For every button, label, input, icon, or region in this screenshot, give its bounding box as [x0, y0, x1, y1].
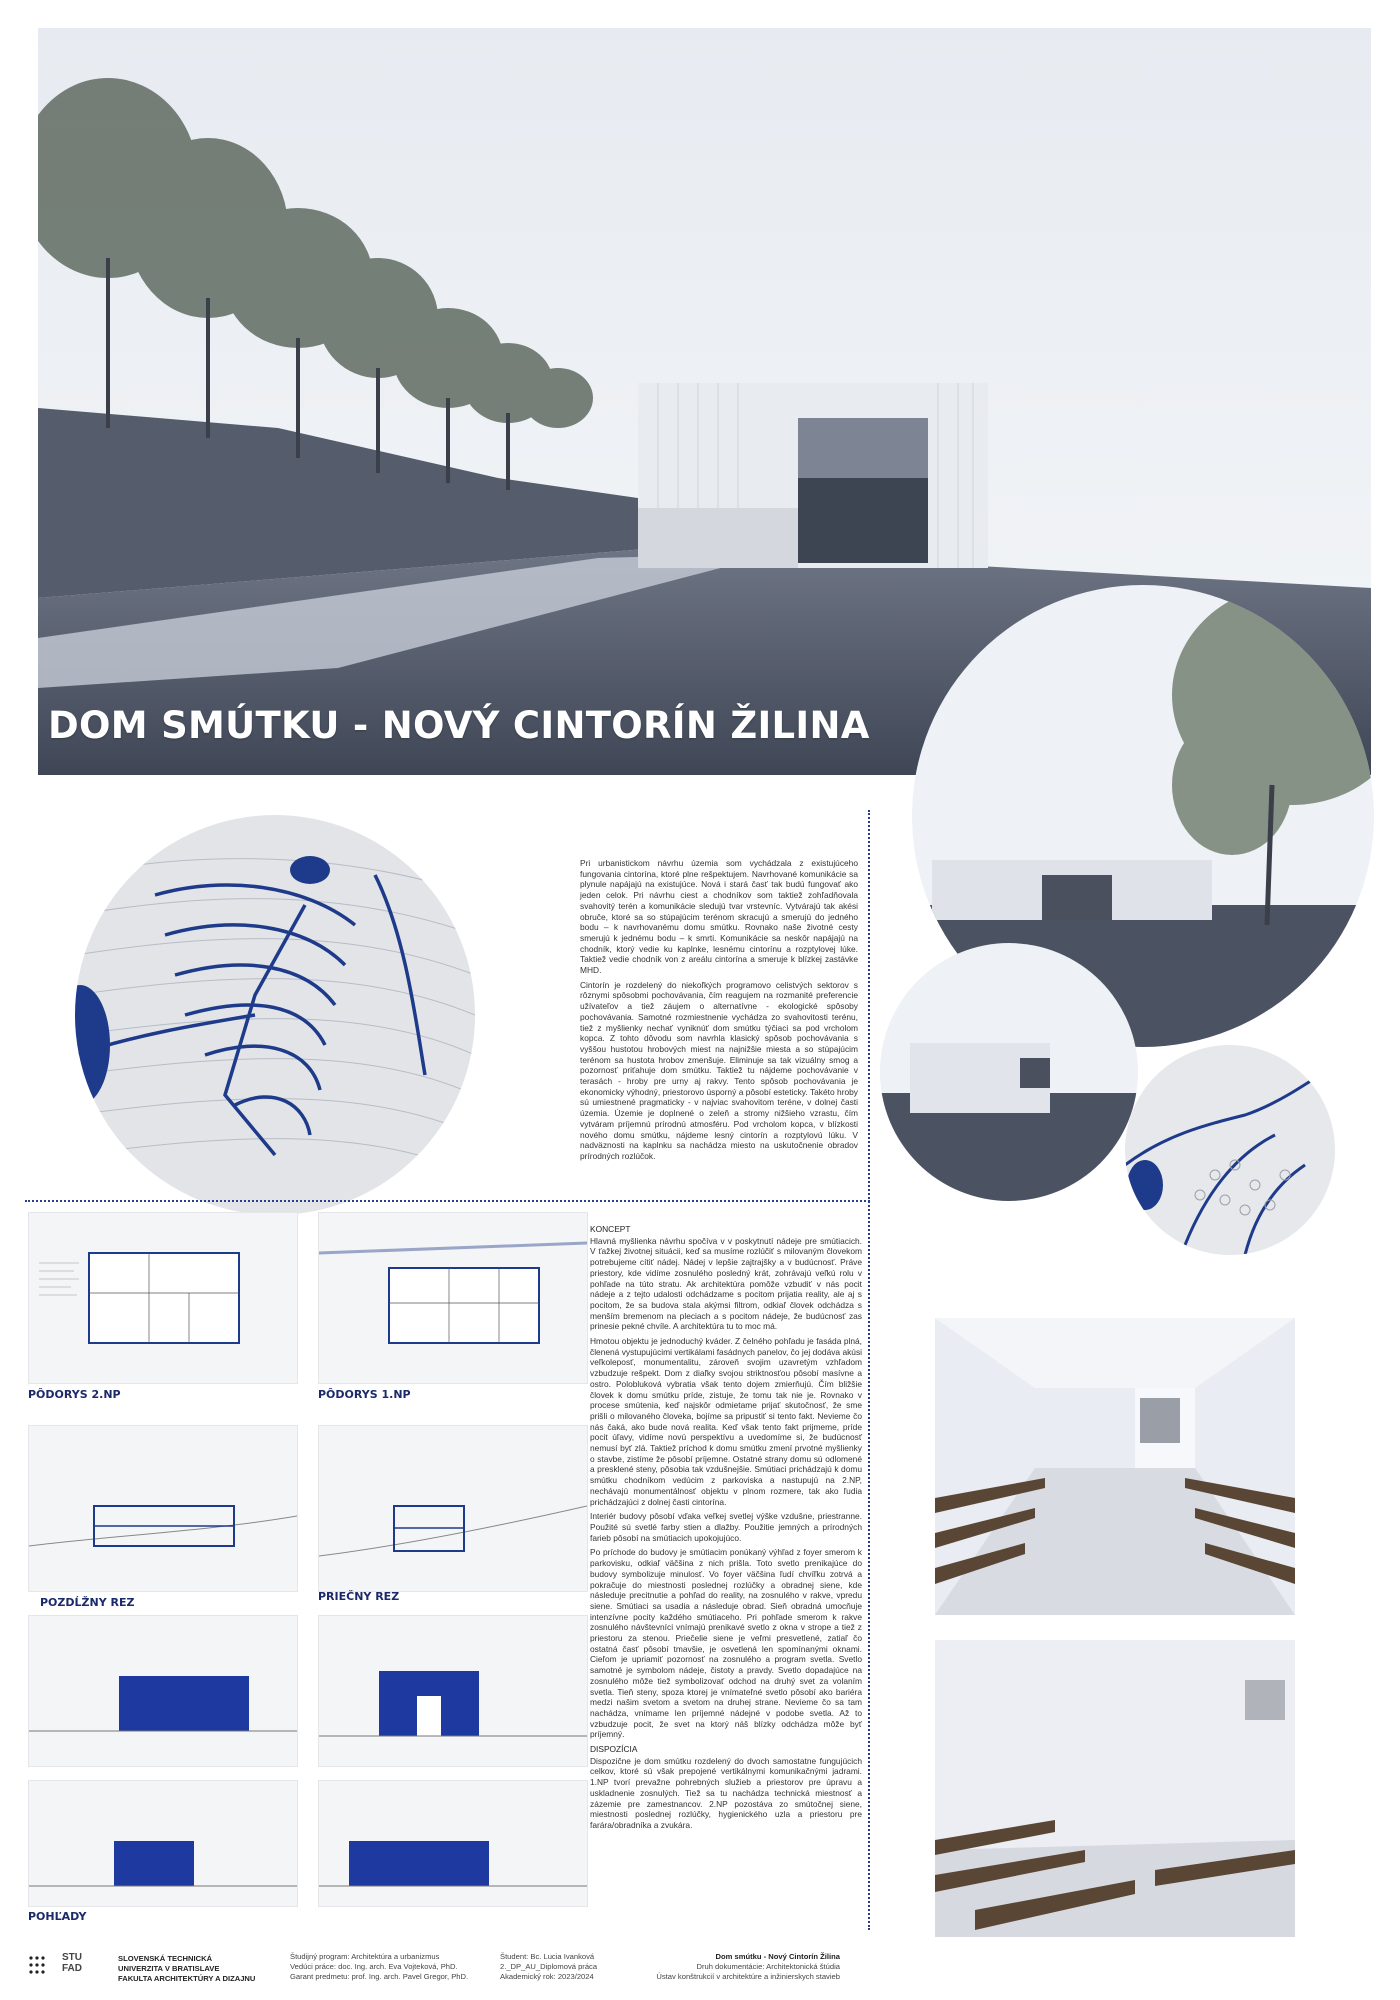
site-detail-circle: [1125, 1045, 1335, 1255]
interior-render-2-image: [935, 1640, 1295, 1937]
long-section-label: POZDĹŽNY REZ: [40, 1596, 135, 1609]
elevation-2: [318, 1615, 588, 1767]
student-info: [500, 1952, 597, 1982]
disposition-heading: DISPOZÍCIA: [590, 1744, 638, 1755]
master-plan-image: [75, 815, 475, 1215]
school-line-1: SLOVENSKÁ TECHNICKÁ: [118, 1954, 213, 1963]
floor-plan-1np-label: PÔDORYS 1.NP: [318, 1388, 411, 1401]
elevation-4: [318, 1780, 588, 1907]
concept-paragraph-3: Interiér budovy pôsobí vďaka veľkej svetlej výške vzdušne, priestranne. Použité sú svetlé farby stien a dlažby. Použitie jemných a prírodných farieb pôsobí na smútiacich upokojujúco.: [590, 1511, 862, 1543]
project-info: [650, 1952, 840, 1982]
concept-heading: KONCEPT: [590, 1224, 631, 1234]
horizontal-separator: [25, 1200, 870, 1202]
concept-paragraph-4: Po príchode do budovy je smútiacim ponúkaný výhľad z foyer smerom k parkovisku, odkiaľ väčšina z nich prišla. Toto svetlo prenikajúce do budovy symbolizuje minulosť. Vo foyer väčšina ľudí chvíľku zotrvá a pokračuje do miestnosti poslednej rozlúčky a obradnej siene, kde následuje precitnutie a pohľad do reality, na zosnulého v rakve, vpredu siene. Smútiaci sa usadia a následuje obrad. Sieň obradná umocňuje intenzívne pocity každého smútiaceho. Pri pohľade smerom k rakve zosnulého návštevníci vnímajú prenikavé svetlo z okna v strope a tiež z priestoru za stenou. Priečelie siene je veľmi presvetlené, zatiaľ čo ostatná časť pôsobí tmavšie, je osvetlená len spomínanými oknami. Cieľom je upriamiť pozornosť na zosnulého a program svetla. Svetlo samotné je symbolom nádeje, čistoty a pravdy. Svetlo dopadajúce na zosnulého môže tiež symbolizovať odchod na druhý svet za volaním svetla. Tieň steny, spoza ktorej je vnímateľné svetlo pôsobí ako bariéra medzi našim svetom a svetom na druhej strane. Nevieme čo sa tam nachádza, vnímame len príjemné nádejné v podobe svetla. Až to vzbudzuje pocit, že svet na ktorý náš blízky odchádza môže byť príjemný.: [590, 1547, 862, 1740]
interior-render-2: [935, 1640, 1295, 1937]
elevation-3-drawing: [29, 1781, 297, 1906]
student-line-3: Akademický rok: 2023/2024: [500, 1972, 594, 1981]
long-section: [28, 1425, 298, 1592]
logo-bottom: FAD: [62, 1963, 82, 1974]
concept-paragraph-2: Hmotou objektu je jednoduchý kváder. Z čelného pohľadu je fasáda plná, členená vystupujúcimi vertikálami fasádnych panelov, čo jej dodáva akúsi veľkoleposť, monumentalitu, zároveň svojim uzavretým vzhľadom vzbudzuje rešpekt. Dom z diaľky svojou striktnosťou pôsobí masívne a ostro. Polobluková vybratia však tento dojem zmierňujú. Čím bližšie človek k domu smútku príde, zistuje, že tomu tak nie je. Rovnako v procese smútenia, keď najskôr odmietame prijať skutočnosť, že sme prišli o milovaného človeka, bojíme sa pripustiť si tento fakt. Nevieme čo nás čaká, ako bude nová realita. Keď však tento fakt prijmeme, príde pocit úľavy, vidíme novú perspektívu a uvedomíme si, že budúcnosť nemusí byť zlá. Taktiež príchod k domu smútku zmení prvotné myšlienky o stavbe, zistíme že pôsobí príjemne. Ostatné strany domu sú odlomené a presklené steny, pôsobia tak vzdušnejšie. Smútiaci prichádzajú k domu smútku chodníkom vedúcim z parkoviska a nastupujú na 2.NP, nechávajú monumentálnosť objektu v plnom rozmere, tak ako ľudia prichádzajúci z dolnej časti cintorína.: [590, 1336, 862, 1507]
elevation-4-drawing: [319, 1781, 587, 1906]
vertical-separator: [868, 810, 870, 1930]
exterior-render-small-image: [880, 943, 1138, 1201]
concept-text: [590, 1222, 862, 1835]
student-line-2: 2._DP_AU_Diplomová práca: [500, 1962, 598, 1971]
long-section-drawing: [29, 1426, 297, 1591]
elevation-1: [28, 1615, 298, 1767]
floor-plan-2np: [28, 1212, 298, 1384]
page-title: DOM SMÚTKU - NOVÝ CINTORÍN ŽILINA: [48, 704, 870, 747]
stu-logo-icon: [28, 1955, 54, 1977]
disposition-paragraph: Dispozične je dom smútku rozdelený do dvoch samostatne fungujúcich celkov, ktoré sú však prepojené vertikálnymi komunikačnými jadrami. 1.NP tvorí prevažne pohrebných služieb a priestorov pre úpravu a uskladnenie zosnulých. Tiež sa tu nachádza technická miestnosť a zázemie pre zamestnancov. 2.NP pozostáva zo smútočnej siene, miestnosti poslednej rozlúčky, hygienického uzla a priestoru pre farára/obradníka a zvukára.: [590, 1755, 862, 1830]
cross-section-drawing: [319, 1426, 587, 1591]
program-line-1: Študijný program: Architektúra a urbanizmus: [290, 1952, 440, 1961]
elevation-2-drawing: [319, 1616, 587, 1766]
exterior-render-circle-small: [880, 943, 1138, 1201]
logo-text: [62, 1952, 82, 1974]
floor-plan-1np: [318, 1212, 588, 1384]
concept-paragraph-1: Hlavná myšlienka návrhu spočíva v v poskytnutí nádeje pre smútiacich. V ťažkej životnej situácii, keď sa musíme rozlúčiť s milovaným človekom potrebujeme cítiť nádej. Nádej v lepšie zajtrajšky a v budúcnosť. Práve priestory, kde vidíme zosnulého posledný krát, zohrávajú veľkú rolu v pohľade na túto stratu. Ak architektúra pomôže vzbudiť v nás pocit nádeje a z tejto udalosti odchádzame s pocitom prijatia reality, ale aj s pocitom, že sa budova stala akýmsi filtrom, odkiaľ človek odchádza s menším bremenom na pleciach a s pocitom nádeje, že budúcnosť zas prinesie pekné chvíle. A architektúra tu to moc má.: [590, 1235, 862, 1332]
school-line-3: FAKULTA ARCHITEKTÚRY A DIZAJNU: [118, 1974, 256, 1983]
interior-render-1-image: [935, 1318, 1295, 1615]
description-paragraph-2: Cintorín je rozdelený do niekoľkých programovo celistvých sektorov s rôznymi spôsobmi pochovávania, čím reagujem na rozmanité preferencie užívateľov a tiež záujem o alternatívne - ekologické spôsoby pochovávania. Samotné rozmiestnenie vychádza zo svahovitosti terénu, tiež z myšlienky nechať vyniknúť dom smútku týčiaci sa pod vrcholom kopca. Z tohto dôvodu som navrhla klasický spôsob pochovávania s vyššou hustotou hrobových miest na najnižšie miesta a so stúpajúcim terénom sa hustota hrobov zmenšuje. Eliminuje sa tak vizuálny smog a pozornosť priťahuje dom smútku. Taktiež tu nájdeme pochovávanie v terasách - hroby pre urny aj rakvy. Tento spôsob pochovávania je ekonomicky výhodný, priestorovo úsporný a pôsobí esteticky. Takéto hroby sú umiestnené pragmaticky - v najviac svahovitom teréne, v dolnej časti územia. Územie je doplnené o zeleň a stromy nižšieho vzrastu, čím vytváram príjemnú prírodnú atmosféru. Pod vrcholom kopca, v blízkosti nového domu smútku, nájdeme lesný cintorín a rozptylovú lúku. V nadväznosti na kaplnku sa nachádza miesto na uskutočnenie obradov prírodných rozlúčok.: [580, 979, 858, 1161]
cross-section-label: PRIEČNY REZ: [318, 1590, 400, 1603]
floor-plan-1np-drawing: [319, 1213, 587, 1383]
site-description: [580, 858, 858, 1166]
floor-plan-2np-drawing: [29, 1213, 297, 1383]
cross-section: [318, 1425, 588, 1592]
doc-line-1: Druh dokumentácie: Architektonická štúdia: [696, 1962, 840, 1971]
site-detail-image: [1125, 1045, 1335, 1255]
student-line-1: Študent: Bc. Lucia Ivanková: [500, 1952, 595, 1961]
elevation-3: [28, 1780, 298, 1907]
elevation-1-drawing: [29, 1616, 297, 1766]
program-info: [290, 1952, 468, 1982]
master-plan-circle: [75, 815, 475, 1215]
school-line-2: UNIVERZITA V BRATISLAVE: [118, 1964, 220, 1973]
project-title: Dom smútku - Nový Cintorín Žilina: [715, 1952, 840, 1961]
elevations-label: POHĽADY: [28, 1910, 87, 1923]
interior-render-1: [935, 1318, 1295, 1615]
program-line-3: Garant predmetu: prof. Ing. arch. Pavel Gregor, PhD.: [290, 1972, 469, 1981]
school-name: [118, 1954, 255, 1984]
description-paragraph-1: Pri urbanistickom návrhu územia som vychádzala z existujúceho fungovania cintorína, ktoré plne rešpektujem. Navrhované komunikácie sa plynule napájajú na existujúce. Nová i stará časť tak budú fungovať ako jeden celok. Pri návrhu ciest a chodníkov som taktiež zohľadňovala svahovitý terén a komunikácie sledujú tvar vrstevníc. Vytvárajú tak akési obruče, ktoré sa so stúpajúcim terénom skracujú a smerujú do jedného bodu – k navrhovanému domu smútku. Rovnako naše životné cesty smerujú k jednému bodu – k smrti. Komunikácie sa neskôr napájajú na chodník, ktorý vedie ku kaplnke, lesnému cintorínu a rozptylovej lúke. Taktiež vedie chodník von z areálu cintorína a smeruje k blízkej zastávke MHD.: [580, 858, 858, 976]
doc-line-2: Ústav konštrukcií v architektúre a inžinierskych stavieb: [656, 1972, 840, 1981]
floor-plan-2np-label: PÔDORYS 2.NP: [28, 1388, 121, 1401]
logo-top: STU: [62, 1952, 82, 1963]
program-line-2: Vedúci práce: doc. Ing. arch. Eva Vojteková, PhD.: [290, 1962, 458, 1971]
